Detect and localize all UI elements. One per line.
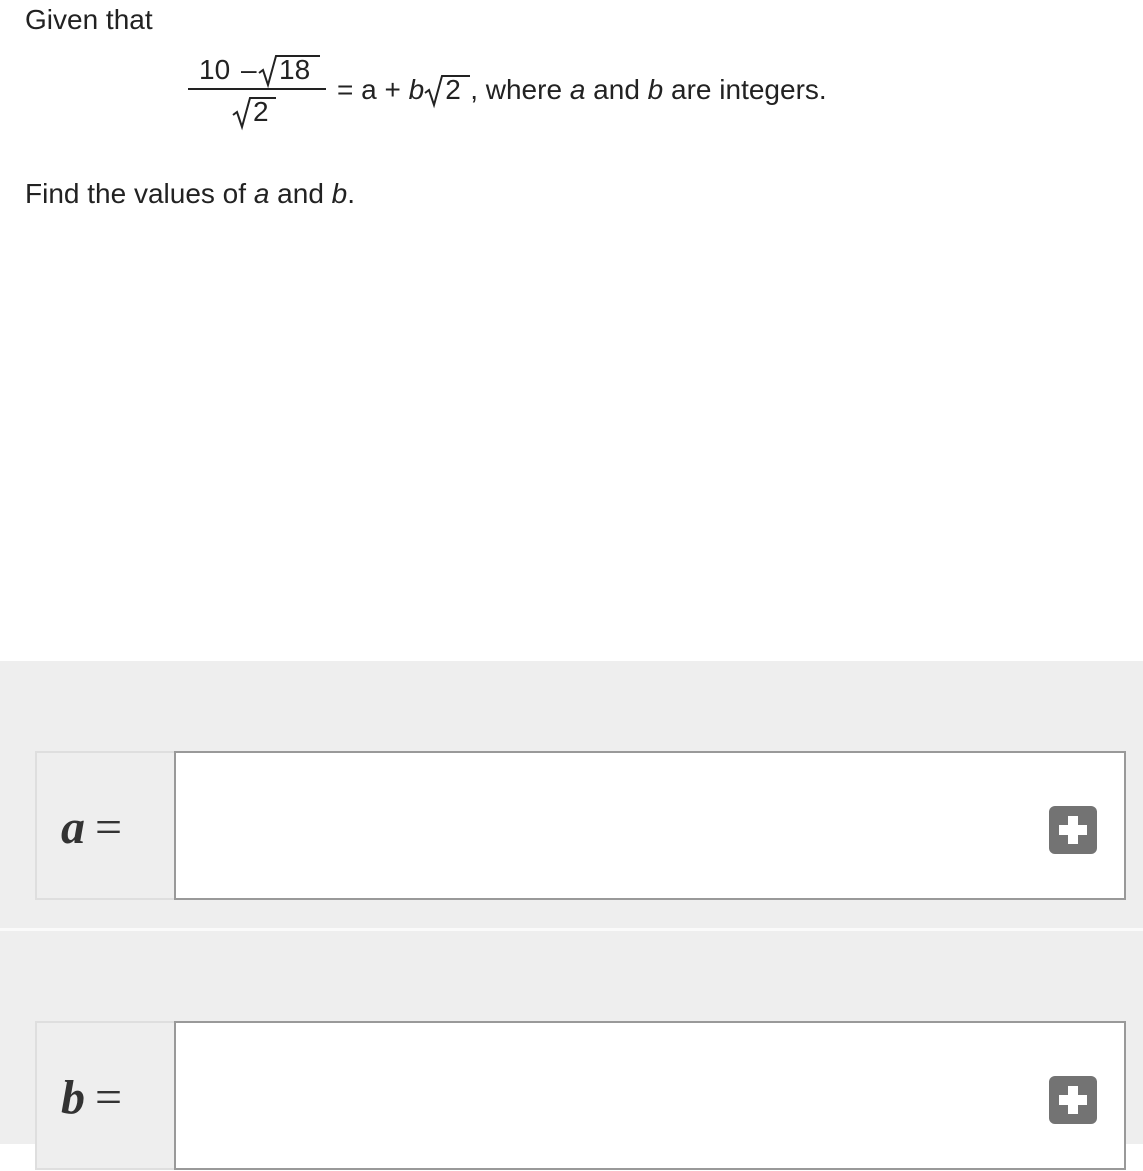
- equals-part: = a +: [337, 74, 409, 105]
- fraction: [188, 52, 326, 132]
- fraction-numerator: [188, 52, 326, 88]
- plus-icon[interactable]: [1049, 1076, 1097, 1124]
- answer-variable: b: [61, 1071, 85, 1124]
- denominator-radicand: 2: [253, 96, 269, 127]
- prompt-text: [25, 176, 355, 212]
- answer-row-a: [35, 751, 1127, 901]
- sqrt-2-rhs: [424, 72, 464, 108]
- rhs-radicand: 2: [445, 74, 461, 105]
- sqrt-2-denominator: [232, 94, 276, 130]
- numerator-operator: –: [241, 54, 257, 85]
- clause-var-b: b: [647, 74, 664, 105]
- prompt-var-a: a: [253, 178, 270, 209]
- rhs-b-variable: b: [408, 74, 425, 105]
- prompt-and: and: [269, 178, 332, 209]
- clause-var-a: a: [569, 74, 586, 105]
- prompt-var-b: b: [331, 178, 348, 209]
- answer-input-a[interactable]: [176, 753, 1036, 898]
- answer-label-a: [35, 751, 176, 900]
- prompt-end: .: [347, 178, 356, 209]
- clause-start: , where: [470, 74, 570, 105]
- answer-equals: =: [95, 1071, 123, 1124]
- answer-label-text: [61, 1071, 122, 1125]
- clause-end: are integers.: [663, 74, 827, 105]
- answer-divider: [0, 928, 1143, 931]
- answer-row-b: [35, 1021, 1127, 1171]
- answer-equals: =: [95, 801, 123, 854]
- answer-label-b: [35, 1021, 176, 1170]
- fraction-bar: [188, 88, 326, 90]
- answer-input-box-a[interactable]: [174, 751, 1126, 900]
- clause-and: and: [585, 74, 648, 105]
- equation-rhs: [337, 72, 827, 108]
- plus-icon[interactable]: [1049, 806, 1097, 854]
- prompt-start: Find the values of: [25, 178, 254, 209]
- sqrt-18: [258, 52, 320, 88]
- answer-input-b[interactable]: [176, 1023, 1036, 1168]
- plus-icon-vertical: [1068, 1086, 1078, 1114]
- equation: [188, 52, 948, 132]
- plus-icon-vertical: [1068, 816, 1078, 844]
- answer-panel: [0, 661, 1143, 1144]
- answer-input-box-b[interactable]: [174, 1021, 1126, 1170]
- answer-variable: a: [61, 801, 85, 854]
- numerator-radicand: 18: [279, 54, 311, 85]
- intro-text: Given that: [25, 4, 153, 35]
- answer-label-text: [61, 801, 122, 855]
- numerator-term: 10: [199, 54, 231, 85]
